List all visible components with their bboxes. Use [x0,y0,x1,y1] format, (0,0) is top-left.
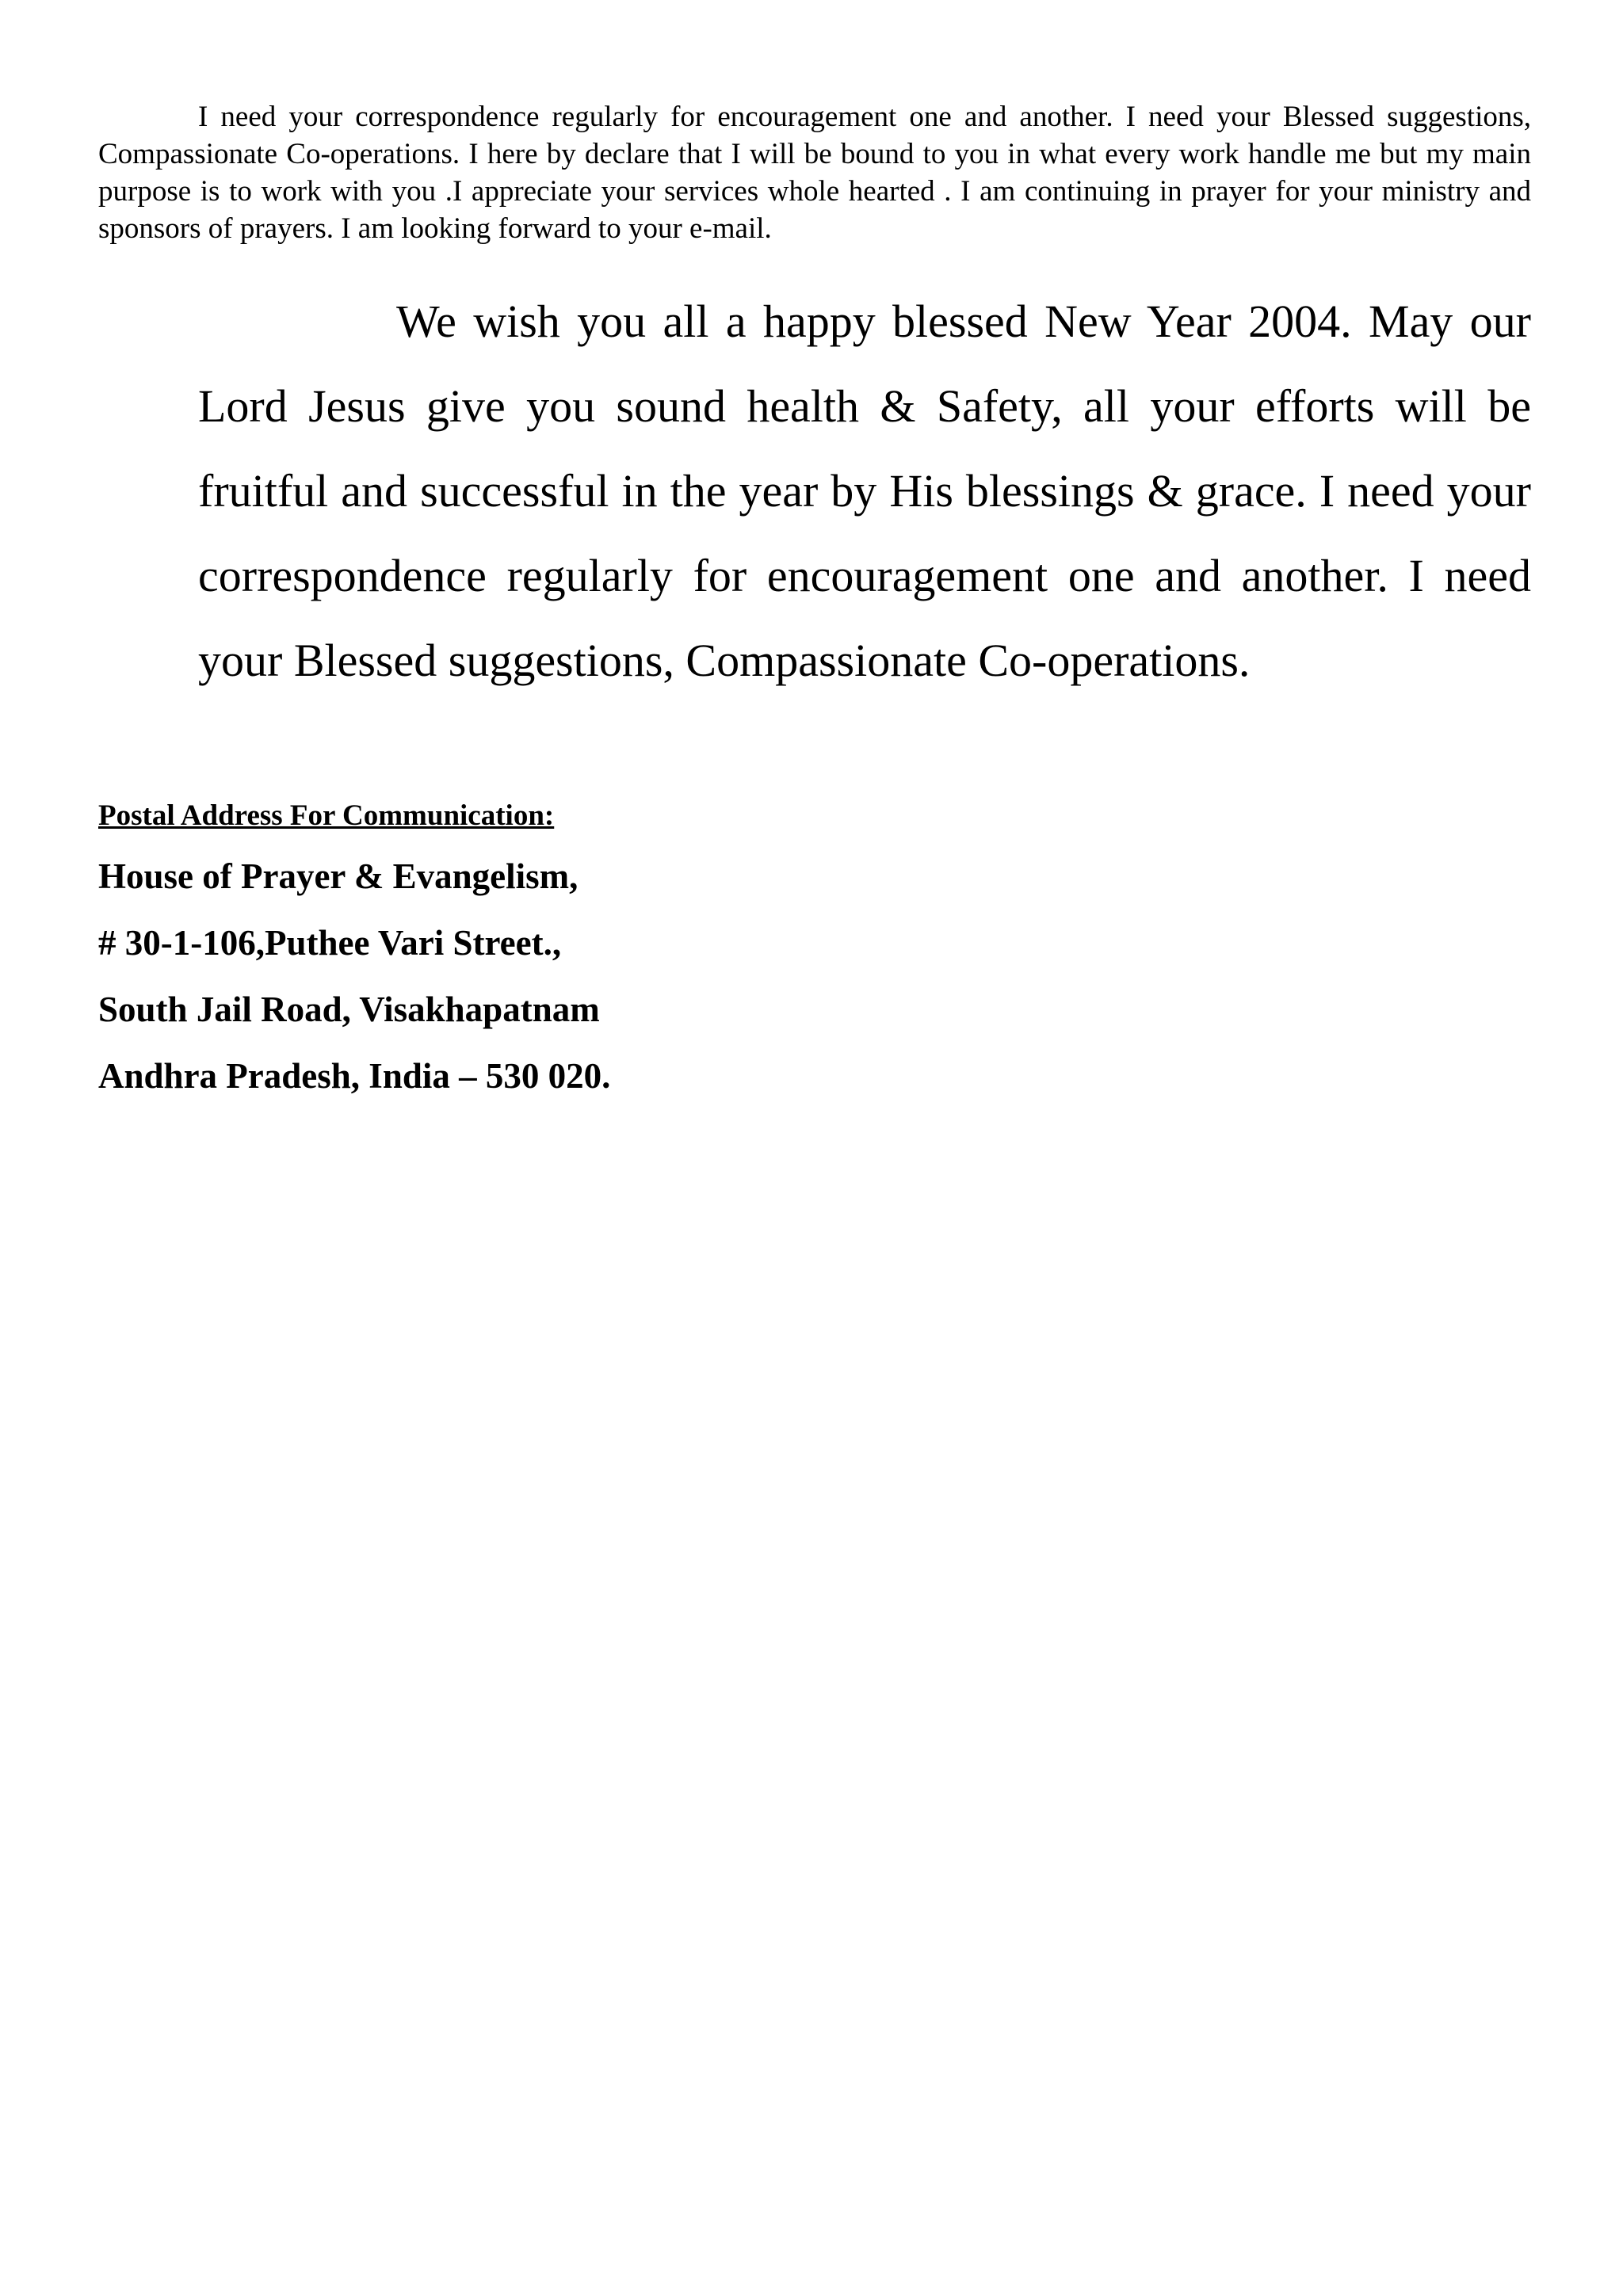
address-line: # 30-1-106,Puthee Vari Street., [98,923,562,963]
postal-address-heading: Postal Address For Communication: [98,799,555,832]
body-paragraph-small: I need your correspondence regularly for encouragement one and another. I need your Blessed suggestions, Compassionate Co-operations. I here by declare that I will be bound to you in what every work handle me but my main purpose is to work with you .I appreciate your services whole hearted . I am continuing in prayer for your ministry and sponsors of prayers. I am looking forward to your e-mail. [98,101,1531,245]
address-line: House of Prayer & Evangelism, [98,856,579,896]
address-line: Andhra Pradesh, India – 530 020. [98,1056,611,1096]
address-line: South Jail Road, Visakhapatnam [98,990,600,1029]
body-paragraph-large: We wish you all a happy blessed New Year 2004. May our Lord Jesus give you sound health & Safety, all your efforts will be fruitful and successful in the year by His blessings & grace. I need your correspondence regularly for encouragement one and another. I need your Blessed suggestions, Compassionate Co-operations. [198,296,1531,686]
